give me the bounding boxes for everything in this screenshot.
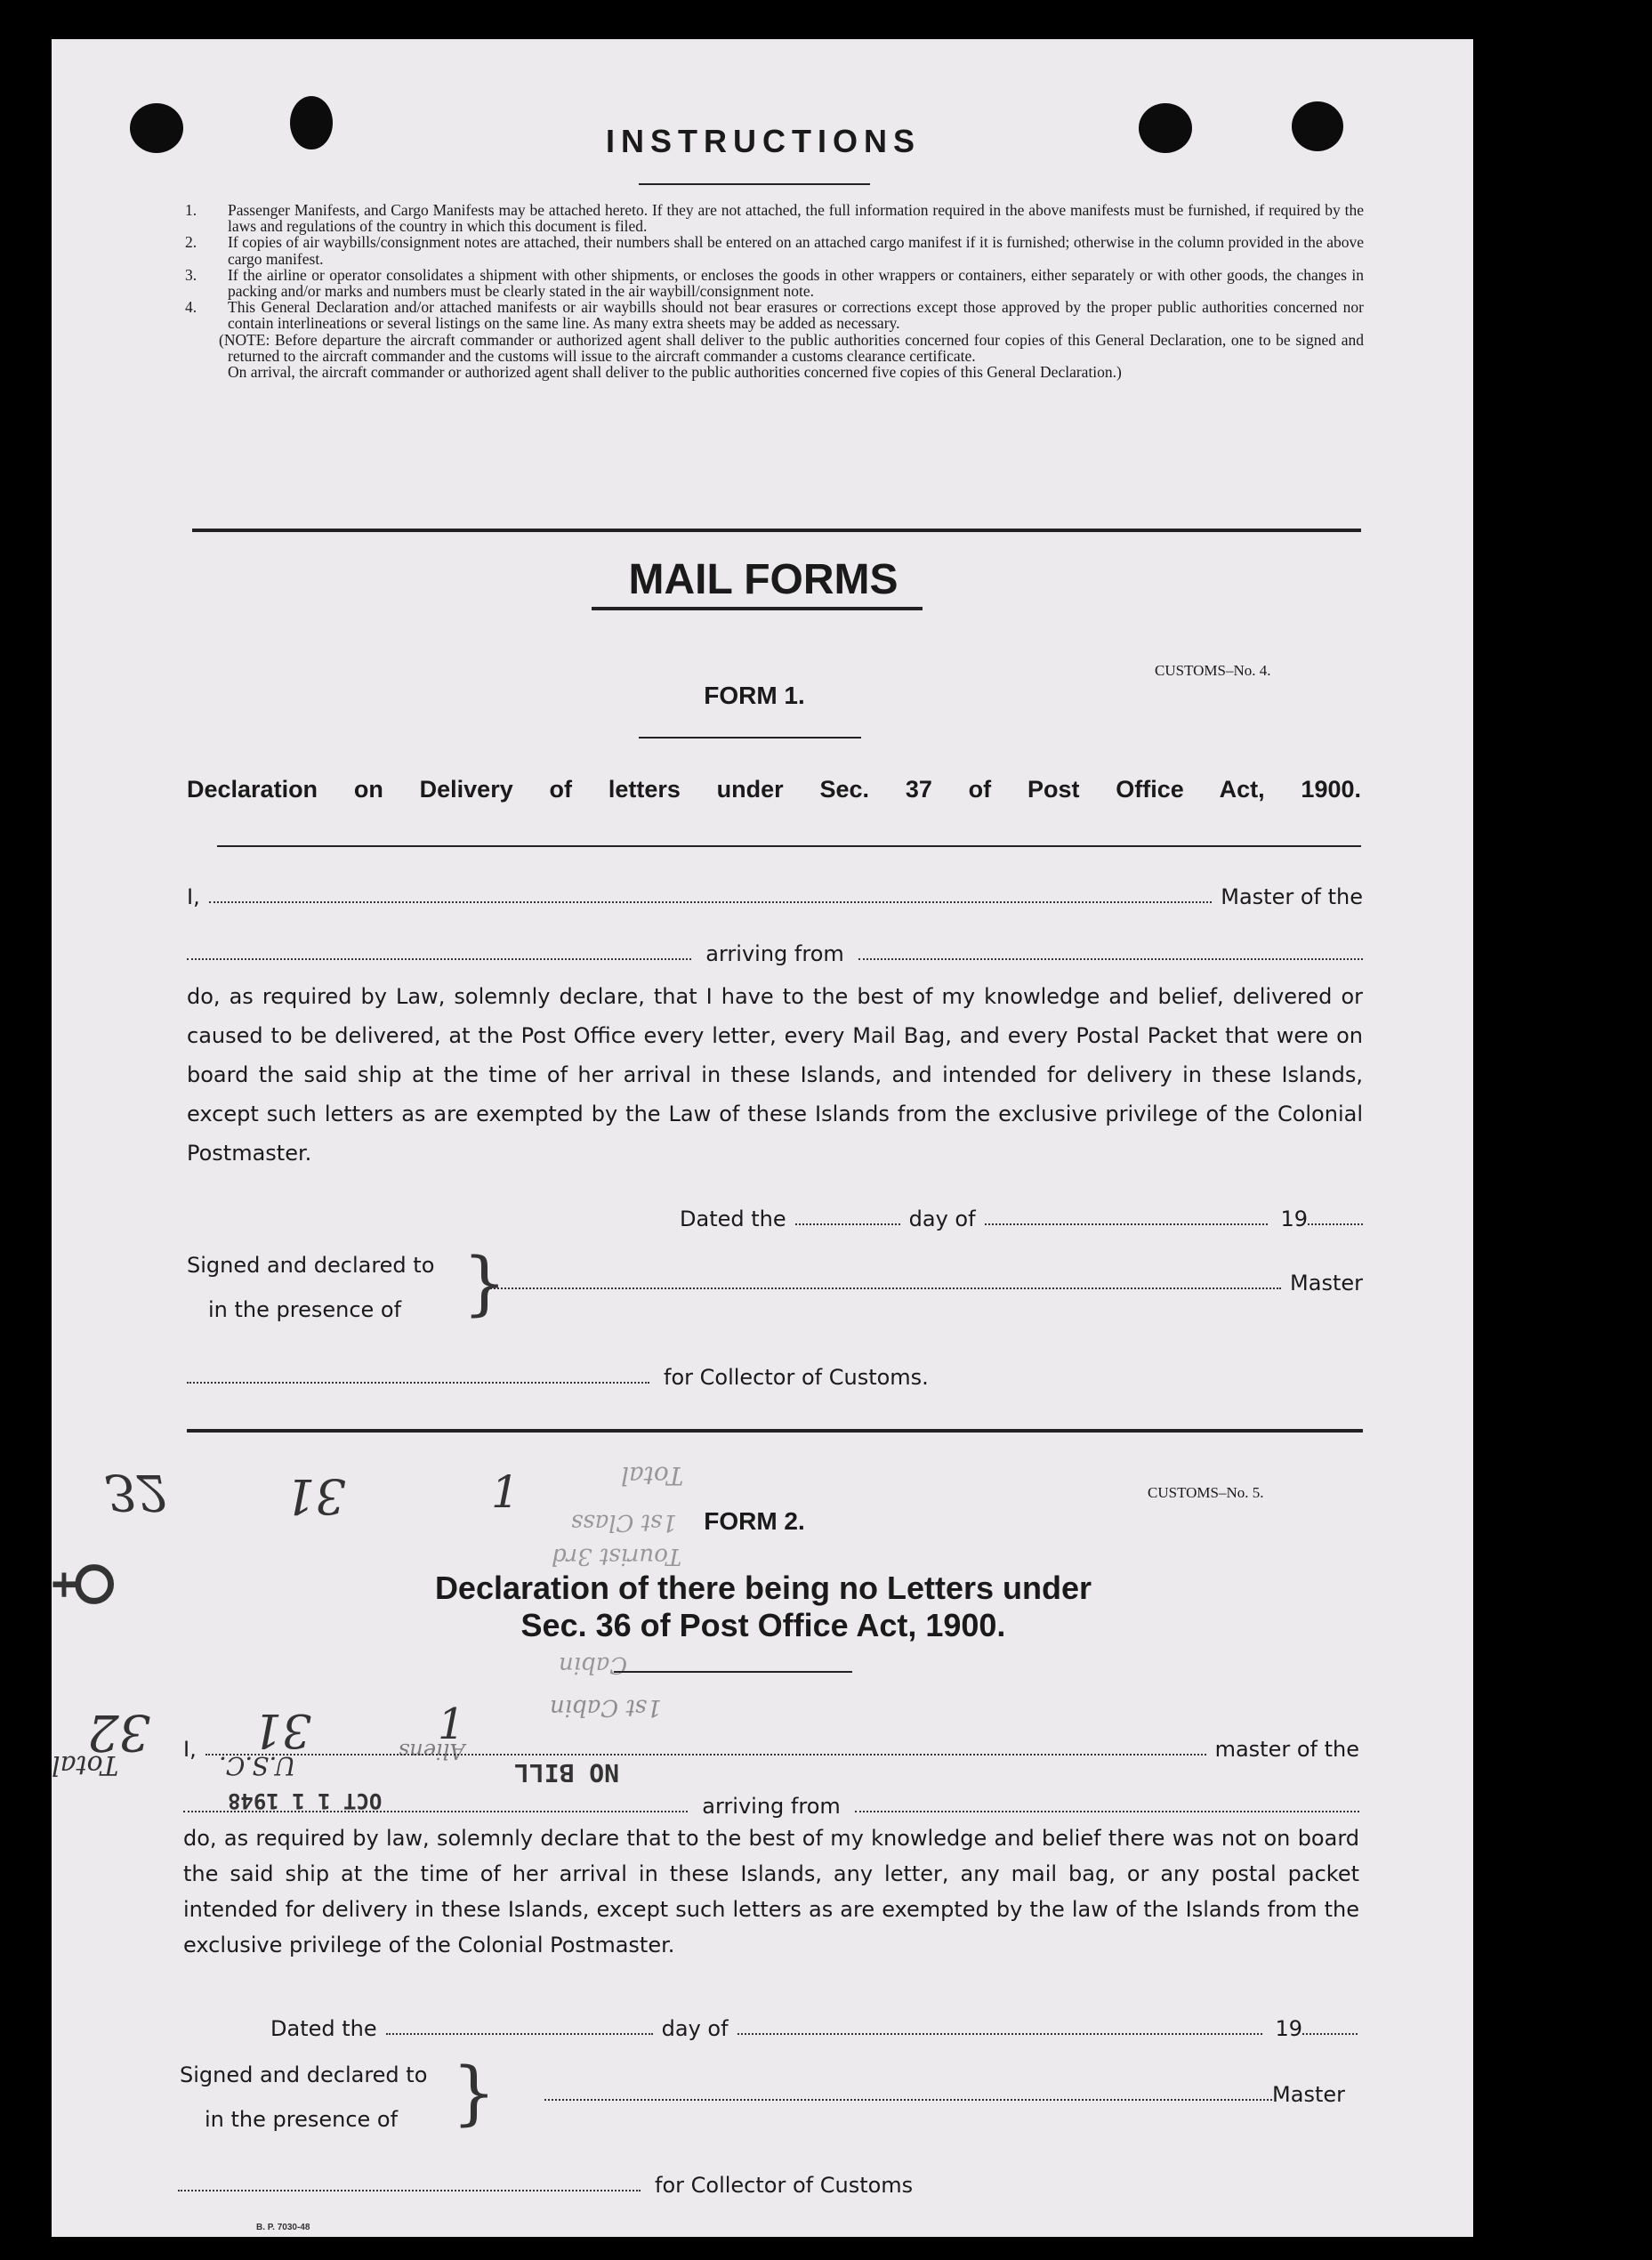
month-field[interactable] xyxy=(985,1223,1269,1225)
form2-declaration-1: Declaration of there being no Letters under xyxy=(434,1570,1092,1606)
handwritten-1-bottom: 1 xyxy=(438,1699,465,1749)
brace-icon: } xyxy=(452,2054,496,2134)
instruction-item: 1. Passenger Manifests, and Cargo Manifests may be attached hereto. If they are not attached, the full information required in the above manifests must be furnished, if required by the laws and regulations of the country in which this document is filed. xyxy=(185,201,1364,236)
form2-title: FORM 2. xyxy=(704,1507,805,1535)
instruction-item: 3. If the airline or operator consolidates a shipment with other shipments, or encloses the goods in other wrappers or containers, either separately or with other goods, the changes in packing and/or marks and numbers must be clearly stated in the air waybill/consignment note. xyxy=(185,265,1364,301)
handwritten-1-top: 1 xyxy=(491,1466,520,1518)
bleed-usc: U.S.C. xyxy=(219,1751,296,1780)
form1-title: FORM 1. xyxy=(704,682,805,709)
collector-signature-field[interactable] xyxy=(187,1382,649,1384)
stamp-no-bill: NO BILL xyxy=(514,1758,620,1788)
bleed-class: 1st Class xyxy=(571,1509,677,1536)
bleed-aliens: Aliens xyxy=(399,1739,465,1764)
master-name-field[interactable] xyxy=(209,901,1213,903)
customs-no-5: CUSTOMS–No. 5. xyxy=(1148,1484,1264,1501)
form1-arriving-line: arriving from xyxy=(187,941,1363,966)
form2-dated-line: Dated the day of 19 xyxy=(270,2016,1358,2041)
month-field[interactable] xyxy=(737,2033,1263,2035)
bleed-first-cabin: 1st Cabin xyxy=(550,1694,662,1721)
customs-no-4: CUSTOMS–No. 4. xyxy=(1155,662,1271,679)
bleed-tourist: Tourist 3rd xyxy=(552,1543,682,1570)
handwritten-mark: ♀ xyxy=(44,1558,128,1610)
form1-underline xyxy=(639,737,861,739)
arriving-from-field[interactable] xyxy=(855,1811,1359,1812)
punch-hole-left-1 xyxy=(130,103,183,153)
instructions-list xyxy=(185,202,1364,380)
instruction-item: 4. This General Declaration and/or attached manifests or air waybills should not bear erasures or corrections except those approved by the proper public authorities concerned nor contain interlineations or several listings on the same line. As many extra sheets may be added as necessary. xyxy=(185,298,1364,333)
brace-icon: } xyxy=(463,1244,507,1324)
punch-hole-left-2 xyxy=(290,96,333,149)
day-field[interactable] xyxy=(795,1223,900,1225)
handwritten-31-top: 31 xyxy=(285,1468,346,1524)
arriving-from-field[interactable] xyxy=(858,958,1363,960)
form2-collector-line: for Collector of Customs xyxy=(178,2173,1068,2198)
form1-signed-block: Signed and declared to in the presence of } Master xyxy=(187,1244,1363,1324)
form1-body: do, as required by Law, solemnly declare, that I have to the best of my knowledge and belief, delivered or caused to be delivered, at the Post Office every letter, every Mail Bag, and every Postal Packet that were on board the said ship at the time of her arrival in these Islands, and intended for delivery in these Islands, except such letters as are exempted by the Law of these Islands from the exclusive privilege of the Colonial Postmaster. xyxy=(187,984,1363,1166)
mail-forms-title: MAIL FORMS xyxy=(628,556,899,603)
form2-signed-block: Signed and declared to in the presence of } Master xyxy=(180,2054,1345,2134)
year-field[interactable] xyxy=(1302,2033,1358,2035)
handwritten-32-top: 32 xyxy=(105,1463,169,1521)
master-signature-field[interactable] xyxy=(544,2099,1272,2101)
form2-underline xyxy=(614,1671,852,1673)
day-field[interactable] xyxy=(386,2033,653,2035)
year-field[interactable] xyxy=(1308,1223,1363,1225)
section-divider xyxy=(192,529,1361,532)
mail-forms-underline xyxy=(592,607,923,610)
form2-body: do, as required by law, solemnly declare that to the best of my knowledge and belief there was not on board the said ship at the time of her arrival in these Islands, any letter, any mail bag, or any postal packet intended for delivery in these Islands, except such letters as are exempted by the law of the Islands from the exclusive privilege of the Colonial Postmaster. xyxy=(183,1826,1359,1957)
printer-code: B. P. 7030-48 xyxy=(256,2223,310,2232)
punch-hole-right-2 xyxy=(1292,101,1343,151)
form1-declaration: Declaration on Delivery of letters under Sec. 37 of Post Office Act, 1900. xyxy=(187,776,1361,803)
form1-master-line: I, Master of the xyxy=(187,884,1363,909)
ship-name-field[interactable] xyxy=(187,958,691,960)
handwritten-31-bottom: 31 xyxy=(253,1703,312,1756)
master-name-field[interactable] xyxy=(205,1754,1206,1756)
instruction-note: (NOTE: Before departure the aircraft commander or authorized agent shall deliver to the public authorities concerned four copies of this General Declaration, one to be signed and returned to the aircraft commander and the customs will issue to the aircraft commander a customs clearance certificate. On arrival, the aircraft commander or authorized agent shall deliver to the public authorities concerned five copies of this General Declaration.) xyxy=(219,330,1364,382)
form2-declaration-2: Sec. 36 of Post Office Act, 1900. xyxy=(520,1607,1006,1643)
bleed-cabin: Cabin xyxy=(559,1651,628,1678)
form2-master-line: I, master of the xyxy=(183,1737,1359,1762)
instructions-heading: INSTRUCTIONS xyxy=(606,123,921,159)
instruction-item: 2. If copies of air waybills/consignment notes are attached, their numbers shall be entered on an attached cargo manifest if it is furnished; otherwise in the column provided in the above cargo manifest. xyxy=(185,233,1364,268)
bleed-total-top: Total xyxy=(621,1461,684,1490)
bleed-total-bottom: Total xyxy=(52,1749,119,1780)
instructions-underline xyxy=(639,183,870,185)
stamp-date: OCT 1 1 1948 xyxy=(228,1788,383,1813)
form1-collector-line: for Collector of Customs. xyxy=(187,1365,1076,1390)
handwritten-32-bottom: 32 xyxy=(87,1703,151,1761)
master-signature-field[interactable] xyxy=(488,1287,1281,1289)
form-divider xyxy=(187,1429,1363,1433)
form2-arriving-line: arriving from xyxy=(183,1794,1359,1819)
document-page xyxy=(44,39,1473,2237)
collector-signature-field[interactable] xyxy=(178,2190,641,2191)
ship-name-field[interactable] xyxy=(183,1811,688,1812)
punch-hole-right-1 xyxy=(1139,103,1192,153)
form1-dated-line: Dated the day of 19 xyxy=(680,1207,1363,1231)
form1-separator xyxy=(217,845,1361,847)
